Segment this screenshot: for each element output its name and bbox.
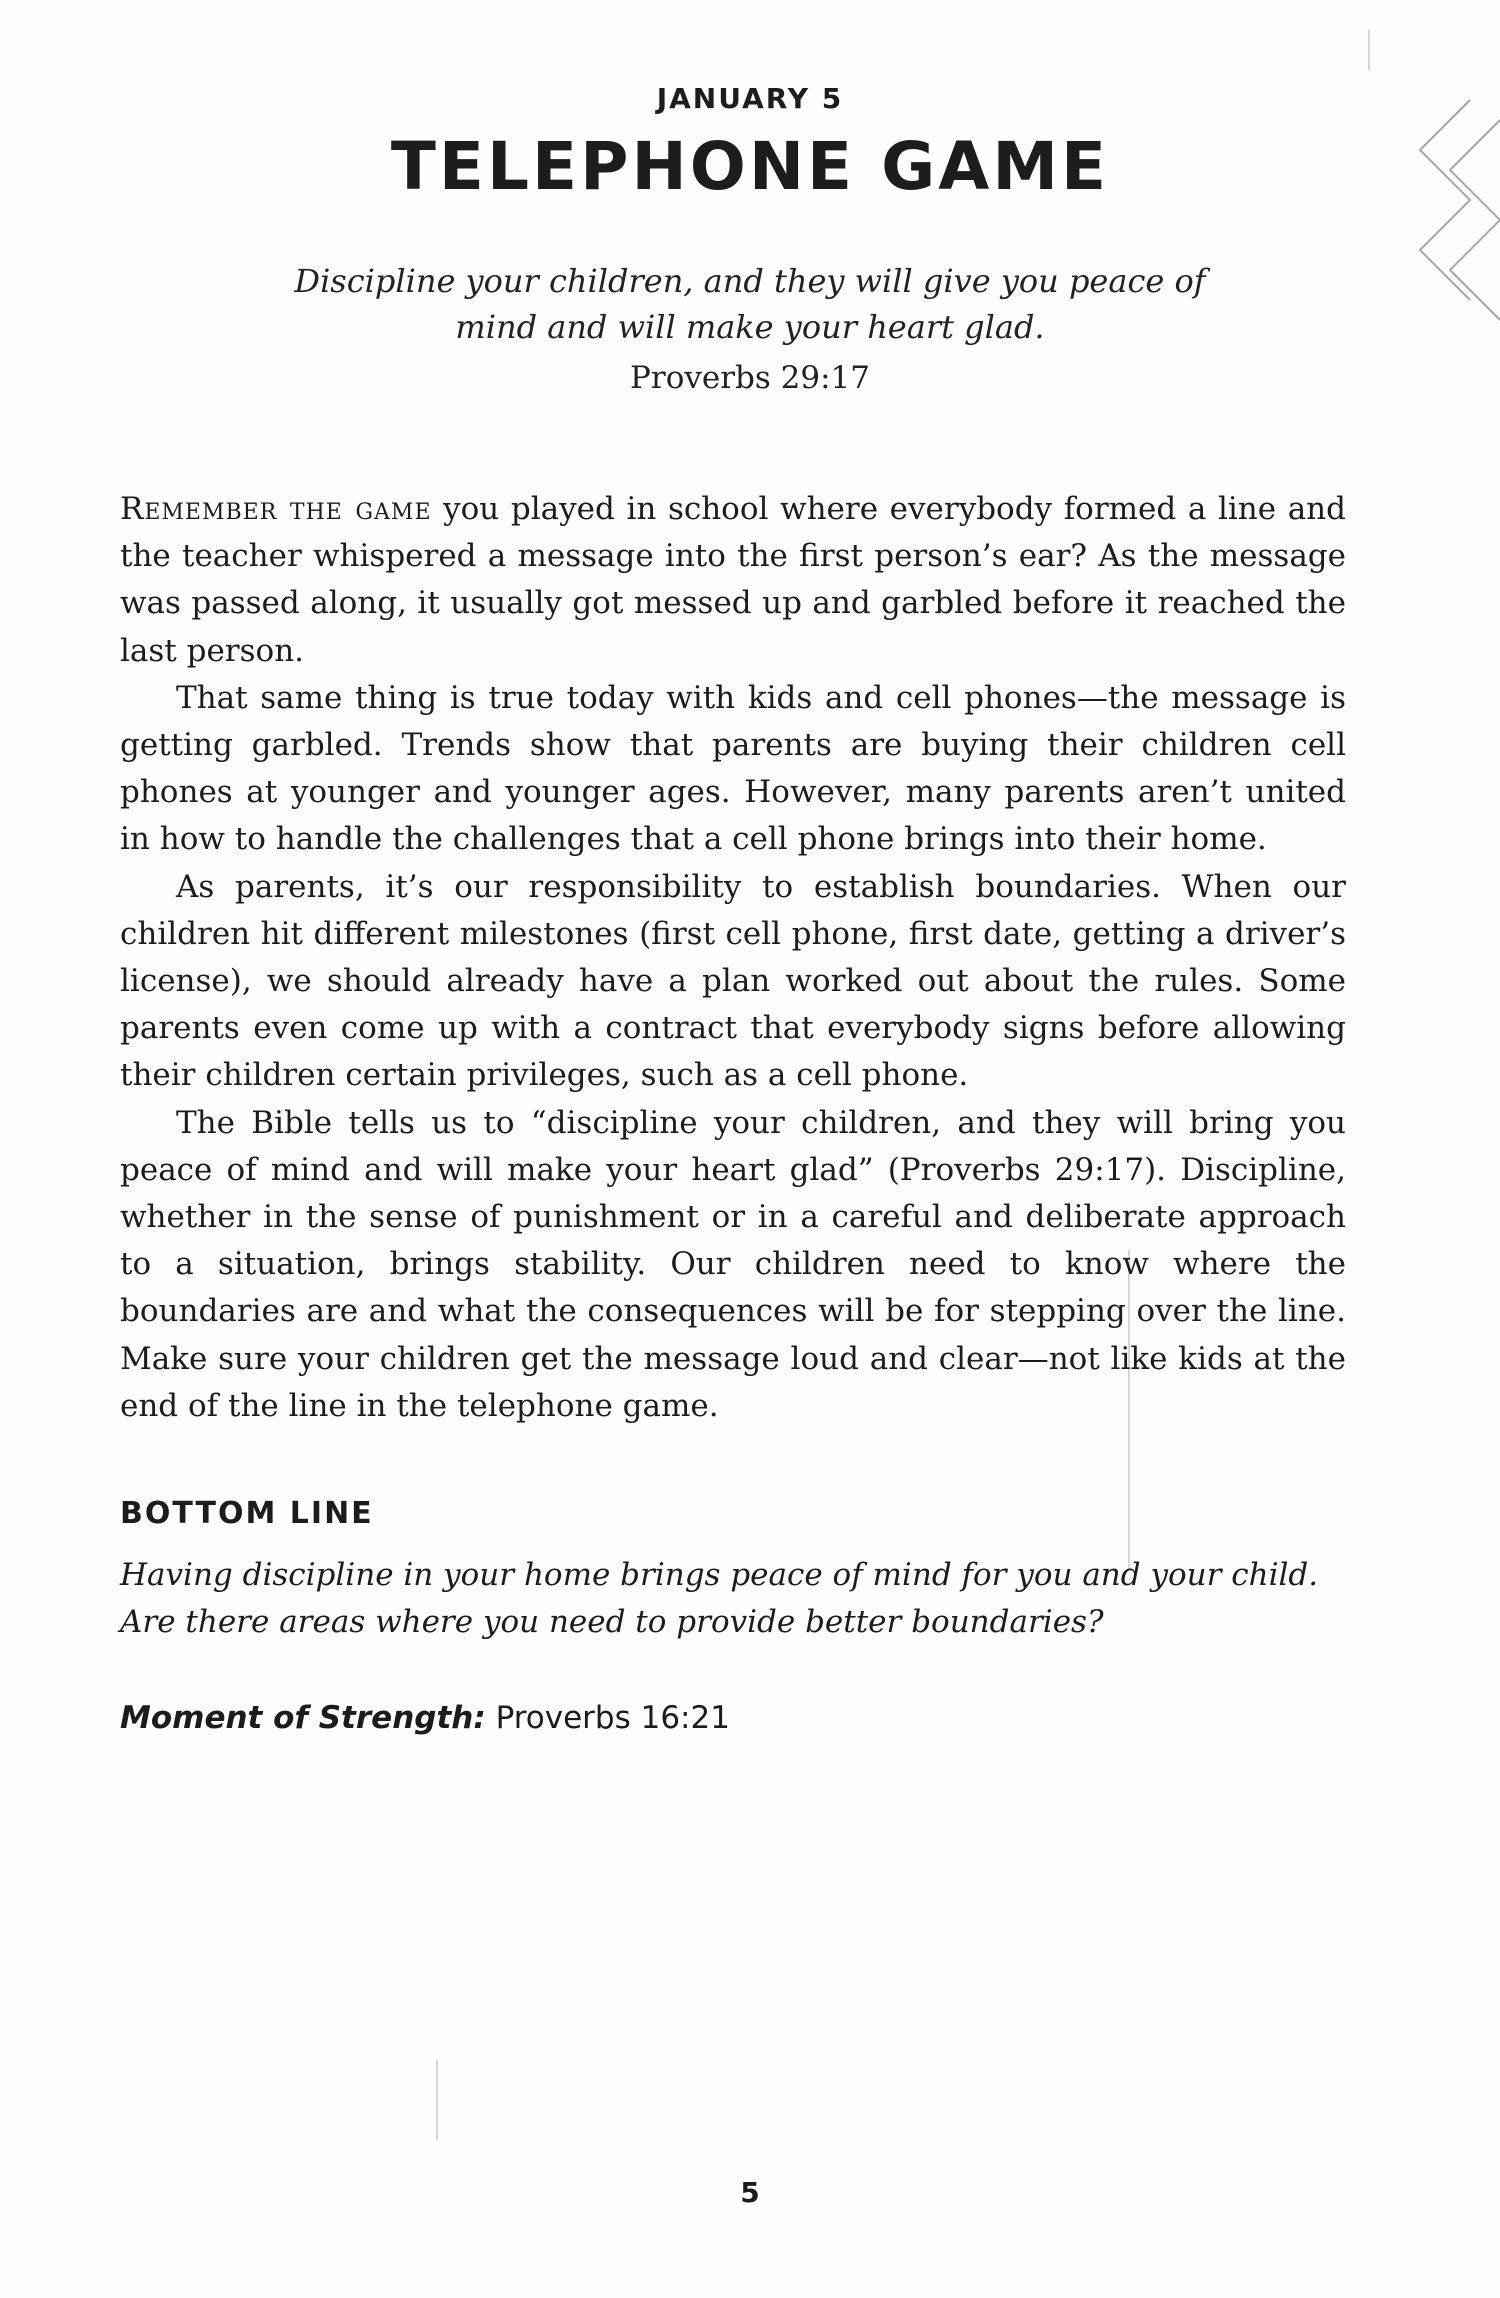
- bottom-line-heading: BOTTOM LINE: [120, 1496, 374, 1531]
- scan-artifact-line: [436, 2060, 438, 2140]
- devotional-body: [120, 486, 1346, 1430]
- bottom-line-question: Are there areas where you need to provide better boundaries?: [120, 1604, 1104, 1640]
- moment-of-strength: [120, 1700, 730, 1736]
- body-paragraph: As parents, it’s our responsibility to establish boundaries. When our children hit different milestones (first cell phone, first date, getting a driver’s license), we should already have a plan worked out about the rules. Some parents even come up with a contract that everybody signs before allowing their children certain privileges, such as a cell phone.: [120, 868, 1346, 1094]
- scripture-quote: [250, 258, 1250, 350]
- bottom-line-text: [120, 1552, 1346, 1646]
- moment-reference: Proverbs 16:21: [485, 1700, 730, 1736]
- scripture-reference: Proverbs 29:17: [630, 360, 870, 396]
- paragraph-text: you played in school where everybody formed a line and the teacher whispered a message into the first person’s ear? As the message was passed along, it usually got messed up and garbled before it reached the last person.: [120, 491, 1346, 669]
- page-title: TELEPHONE GAME: [390, 128, 1110, 205]
- body-paragraph: [120, 486, 1346, 675]
- body-paragraph: That same thing is true today with kids and cell phones—the message is getting garbled. Trends show that parents are buying their children cell phones at younger and younger ages. However, many parents aren’t united in how to handle the challenges that a cell phone brings into their home.: [120, 679, 1346, 858]
- body-paragraph: The Bible tells us to “discipline your children, and they will bring you peace of mind and will make your heart glad” (Proverbs 29:17). Discipline, whether in the sense of punishment or in a careful and deliberate approach to a situation, brings stability. Our children need to know where the boundaries are and what the consequences will be for stepping over the line. Make sure your children get the message loud and clear—not like kids at the end of the line in the telephone game.: [120, 1104, 1346, 1424]
- scripture-quote-line: Discipline your children, and they will give you peace of: [294, 262, 1206, 300]
- paragraph-lead-in: Remember the game: [120, 491, 432, 527]
- entry-date: JANUARY 5: [656, 82, 844, 115]
- scan-artifact-line: [1368, 30, 1370, 70]
- page-number: 5: [740, 2176, 760, 2209]
- moment-label: Moment of Strength:: [120, 1700, 486, 1736]
- bottom-line-sentence: Having discipline in your home brings peace of mind for you and your child.: [120, 1557, 1319, 1593]
- scripture-quote-line: mind and will make your heart glad.: [455, 308, 1045, 346]
